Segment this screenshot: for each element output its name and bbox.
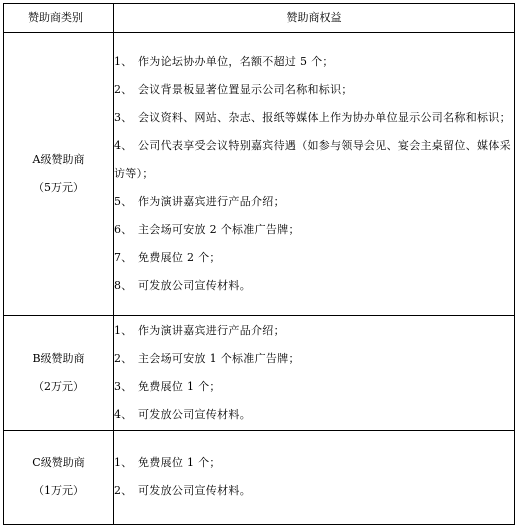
benefit-number: 5、: [114, 195, 133, 209]
tier-a-benefits-cell: [114, 33, 515, 316]
benefit-item: [114, 401, 514, 429]
benefit-item: [114, 188, 514, 216]
benefit-item: [114, 216, 514, 244]
benefit-item: [114, 272, 514, 300]
benefit-number: 1、: [114, 55, 133, 69]
header-sponsor-benefits: 赞助商权益: [114, 4, 515, 33]
table-row-tier-a: [4, 33, 515, 316]
benefit-text: 会议资料、网站、杂志、报纸等媒体上作为协办单位显示公司名称和标识；: [138, 111, 511, 125]
benefit-item: [114, 345, 514, 373]
benefit-number: 1、: [114, 324, 133, 338]
tier-c-category-cell: [4, 430, 114, 524]
benefit-text: 主会场可安放 2 个标准广告牌；: [138, 223, 300, 237]
benefit-item: [114, 48, 514, 76]
benefit-text: 可发放公司宣传材料。: [138, 408, 251, 422]
benefit-number: 7、: [114, 251, 133, 265]
tier-a-category-cell: [4, 33, 114, 316]
tier-b-amount: （2万元）: [33, 380, 84, 394]
header-sponsor-category: 赞助商类别: [4, 4, 114, 33]
benefit-text: 免费展位 1 个；: [138, 380, 221, 394]
benefit-number: 4、: [114, 408, 133, 422]
sponsor-benefits-table: [3, 3, 515, 525]
benefit-text: 会议背景板显著位置显示公司名称和标识；: [138, 83, 353, 97]
benefit-text: 作为演讲嘉宾进行产品介绍；: [138, 324, 285, 338]
tier-b-name: B级赞助商: [32, 352, 85, 366]
benefit-number: 4、: [114, 139, 133, 153]
table-header-row: [4, 4, 515, 33]
benefit-item: [114, 373, 514, 401]
benefit-item: [114, 132, 514, 188]
tier-a-amount: （5万元）: [33, 181, 84, 195]
benefit-text: 免费展位 1 个；: [138, 456, 221, 470]
benefit-item: [114, 76, 514, 104]
benefit-number: 1、: [114, 456, 133, 470]
tier-b-benefits-cell: [114, 316, 515, 430]
benefit-number: 6、: [114, 223, 133, 237]
benefit-text: 作为演讲嘉宾进行产品介绍；: [138, 195, 285, 209]
tier-c-amount: （1万元）: [33, 484, 84, 498]
tier-c-name: C级赞助商: [32, 456, 85, 470]
benefit-number: 2、: [114, 83, 133, 97]
tier-c-benefits-cell: [114, 430, 515, 524]
benefit-text: 可发放公司宣传材料。: [138, 484, 251, 498]
benefit-number: 2、: [114, 352, 133, 366]
table-row-tier-b: [4, 316, 515, 430]
benefit-text: 作为论坛协办单位，名额不超过 5 个；: [138, 55, 334, 69]
benefit-number: 8、: [114, 279, 133, 293]
benefit-number: 3、: [114, 111, 133, 125]
benefit-item: [114, 244, 514, 272]
benefit-number: 2、: [114, 484, 133, 498]
benefit-number: 3、: [114, 380, 133, 394]
benefit-item: [114, 317, 514, 345]
benefit-text: 主会场可安放 1 个标准广告牌；: [138, 352, 300, 366]
table-row-tier-c: [4, 430, 515, 524]
benefit-item: [114, 104, 514, 132]
tier-a-name: A级赞助商: [32, 153, 85, 167]
tier-b-category-cell: [4, 316, 114, 430]
benefit-item: [114, 449, 514, 477]
benefit-text: 免费展位 2 个；: [138, 251, 221, 265]
benefit-text: 公司代表享受会议特别嘉宾待遇（如参与领导会见、宴会主桌留位、媒体采访等）；: [114, 139, 511, 181]
benefit-text: 可发放公司宣传材料。: [138, 279, 251, 293]
benefit-item: [114, 477, 514, 505]
